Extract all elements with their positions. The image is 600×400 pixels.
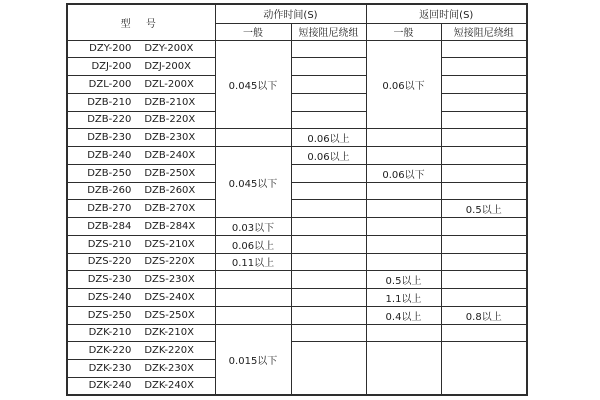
spec-table-container — [66, 3, 528, 396]
model-name-b: DZS-220X — [144, 256, 195, 268]
model-name-a: DZB-230 — [87, 132, 132, 144]
model-cell — [67, 182, 215, 200]
action-damping-cell — [291, 93, 366, 111]
return-general-cell — [366, 235, 441, 253]
action-general-cell — [215, 289, 291, 307]
header-action-time: 动作时间(S) — [215, 4, 366, 23]
model-cell — [67, 40, 215, 58]
return-general-cell: 0.5以上 — [366, 271, 441, 289]
header-action-damping: 短接阻尼绕组 — [291, 23, 366, 40]
model-cell — [67, 360, 215, 378]
table-row — [67, 324, 527, 342]
model-name-b: DZB-260X — [144, 185, 196, 197]
table-row — [67, 111, 527, 129]
action-damping-cell — [291, 218, 366, 236]
action-damping-cell — [291, 200, 366, 218]
model-name-b: DZB-230X — [144, 132, 196, 144]
action-damping-cell — [291, 324, 366, 342]
action-general-cell: 0.045以下 — [215, 40, 291, 129]
action-damping-cell — [291, 342, 366, 395]
model-cell — [67, 93, 215, 111]
model-cell — [67, 377, 215, 395]
model-cell — [67, 58, 215, 76]
table-row — [67, 93, 527, 111]
model-name-a: DZB-220 — [87, 114, 132, 126]
table-row — [67, 218, 527, 236]
return-damping-cell — [441, 93, 527, 111]
table-row — [67, 253, 527, 271]
return-damping-cell — [441, 218, 527, 236]
model-cell — [67, 111, 215, 129]
return-general-cell: 0.4以上 — [366, 306, 441, 324]
model-name-b: DZY-200X — [144, 43, 194, 55]
return-general-cell — [366, 147, 441, 165]
model-cell — [67, 342, 215, 360]
return-damping-cell — [441, 40, 527, 58]
return-damping-cell — [441, 111, 527, 129]
table-row — [67, 164, 527, 182]
return-general-cell — [366, 182, 441, 200]
table-row — [67, 342, 527, 360]
return-damping-cell — [441, 147, 527, 165]
header-action-general: 一般 — [215, 23, 291, 40]
model-name-b: DZS-210X — [144, 238, 195, 250]
action-damping-cell — [291, 40, 366, 58]
model-name-a: DZK-240 — [88, 380, 132, 392]
action-general-cell — [215, 271, 291, 289]
model-name-a: DZB-250 — [87, 167, 132, 179]
model-name-a: DZL-200 — [88, 78, 132, 90]
action-general-cell: 0.03以下 — [215, 218, 291, 236]
return-damping-cell — [441, 253, 527, 271]
table-row — [67, 200, 527, 218]
model-name-b: DZB-250X — [144, 167, 196, 179]
model-cell — [67, 218, 215, 236]
return-general-cell — [366, 218, 441, 236]
action-damping-cell — [291, 253, 366, 271]
action-general-cell: 0.11以上 — [215, 253, 291, 271]
model-name-a: DZS-210 — [87, 238, 132, 250]
table-row — [67, 182, 527, 200]
action-damping-cell — [291, 58, 366, 76]
table-row — [67, 289, 527, 307]
model-name-a: DZY-200 — [89, 43, 132, 55]
model-cell — [67, 129, 215, 147]
return-damping-cell — [441, 271, 527, 289]
model-cell — [67, 200, 215, 218]
model-name-a: DZS-230 — [87, 274, 132, 286]
model-name-b: DZJ-200X — [144, 61, 192, 73]
return-damping-cell — [441, 324, 527, 342]
table-row — [67, 40, 527, 58]
header-return-general: 一般 — [366, 23, 441, 40]
action-damping-cell — [291, 306, 366, 324]
model-name-b: DZK-240X — [144, 380, 194, 392]
model-name-a: DZK-230 — [88, 362, 132, 374]
return-damping-cell — [441, 235, 527, 253]
table-row — [67, 76, 527, 94]
model-name-b: DZK-230X — [144, 362, 194, 374]
model-name-a: DZB-284 — [87, 220, 132, 232]
action-damping-cell — [291, 182, 366, 200]
action-damping-cell — [291, 289, 366, 307]
return-damping-cell — [441, 58, 527, 76]
model-cell — [67, 324, 215, 342]
header-return-time: 返回时间(S) — [366, 4, 527, 23]
model-name-a: DZK-220 — [88, 345, 132, 357]
action-damping-cell — [291, 76, 366, 94]
model-cell — [67, 271, 215, 289]
model-cell — [67, 147, 215, 165]
model-name-b: DZS-230X — [144, 274, 195, 286]
model-name-a: DZS-240 — [87, 291, 132, 303]
action-general-cell: 0.06以上 — [215, 235, 291, 253]
return-general-cell — [366, 342, 441, 395]
action-general-cell: 0.015以下 — [215, 324, 291, 395]
model-name-b: DZK-210X — [144, 327, 194, 339]
action-damping-cell — [291, 271, 366, 289]
model-cell — [67, 76, 215, 94]
table-row — [67, 147, 527, 165]
model-name-b: DZS-240X — [144, 291, 195, 303]
table-row — [67, 129, 527, 147]
model-cell — [67, 235, 215, 253]
header-model: 型 号 — [67, 4, 215, 40]
action-general-cell — [215, 129, 291, 147]
table-row — [67, 271, 527, 289]
table-row — [67, 235, 527, 253]
header-return-damping: 短接阻尼绕组 — [441, 23, 527, 40]
action-damping-cell: 0.06以上 — [291, 129, 366, 147]
return-damping-cell: 0.8以上 — [441, 306, 527, 324]
return-general-cell — [366, 324, 441, 342]
model-cell — [67, 253, 215, 271]
return-general-cell: 0.06以下 — [366, 164, 441, 182]
model-name-b: DZS-250X — [144, 309, 195, 321]
model-name-a: DZB-240 — [87, 149, 132, 161]
return-damping-cell — [441, 76, 527, 94]
return-damping-cell — [441, 342, 527, 395]
model-name-b: DZB-210X — [144, 96, 196, 108]
action-damping-cell — [291, 111, 366, 129]
model-name-a: DZS-220 — [87, 256, 132, 268]
return-general-cell — [366, 253, 441, 271]
return-general-cell: 1.1以上 — [366, 289, 441, 307]
return-damping-cell — [441, 289, 527, 307]
model-name-a: DZS-250 — [87, 309, 132, 321]
table-row — [67, 306, 527, 324]
spec-table — [66, 3, 528, 396]
model-name-a: DZB-260 — [87, 185, 132, 197]
action-general-cell — [215, 306, 291, 324]
model-name-a: DZB-210 — [87, 96, 132, 108]
model-name-b: DZB-284X — [144, 220, 196, 232]
return-damping-cell — [441, 164, 527, 182]
model-name-b: DZB-220X — [144, 114, 196, 126]
model-name-b: DZB-240X — [144, 149, 196, 161]
return-damping-cell — [441, 129, 527, 147]
model-name-b: DZK-220X — [144, 345, 194, 357]
model-cell — [67, 164, 215, 182]
action-general-cell: 0.045以下 — [215, 147, 291, 218]
model-name-b: DZL-200X — [144, 78, 194, 90]
model-name-b: DZB-270X — [144, 203, 196, 215]
model-name-a: DZK-210 — [88, 327, 132, 339]
action-damping-cell: 0.06以上 — [291, 147, 366, 165]
model-name-a: DZB-270 — [87, 203, 132, 215]
action-damping-cell — [291, 164, 366, 182]
model-cell — [67, 306, 215, 324]
return-damping-cell: 0.5以上 — [441, 200, 527, 218]
return-general-cell — [366, 129, 441, 147]
return-damping-cell — [441, 182, 527, 200]
model-cell — [67, 289, 215, 307]
model-name-a: DZJ-200 — [91, 61, 132, 73]
return-general-cell: 0.06以下 — [366, 40, 441, 129]
table-row — [67, 58, 527, 76]
return-general-cell — [366, 200, 441, 218]
action-damping-cell — [291, 235, 366, 253]
